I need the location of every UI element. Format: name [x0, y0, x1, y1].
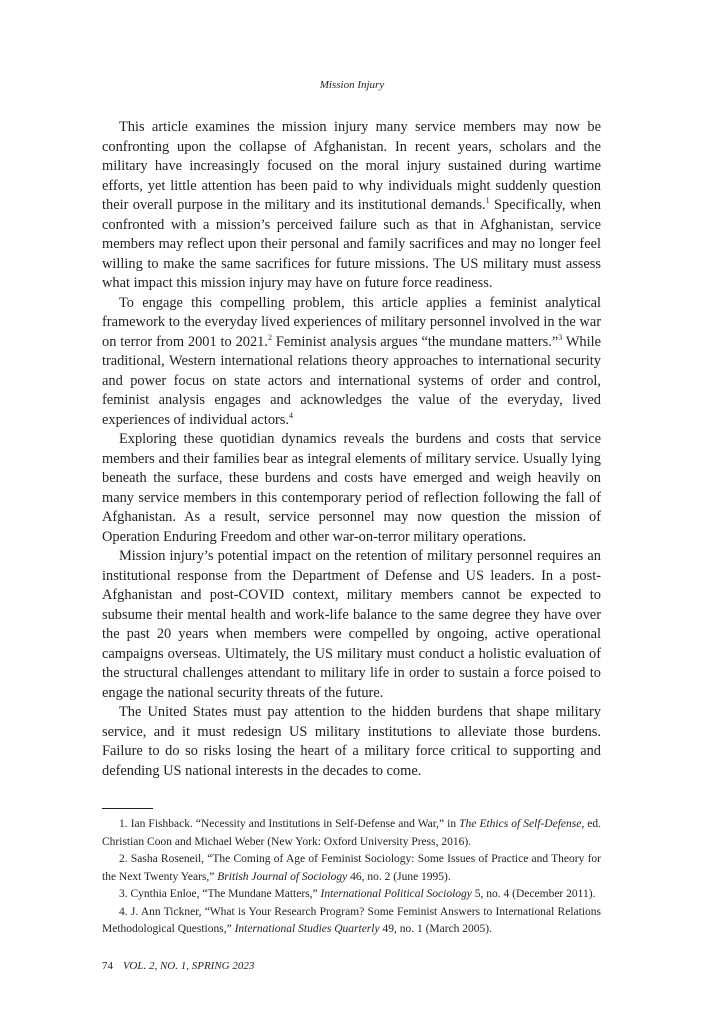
footnote-reference[interactable]: 1 — [485, 196, 490, 206]
paragraph-text: While traditional, Western international relations theory approaches to international security and power focus on state actors and international systems of order and control, feminist analysis engages and acknowledges the value of the everyday, lived experiences of individual actors. — [102, 333, 601, 428]
footnote-reference[interactable]: 3 — [558, 332, 563, 342]
footnote-text: , ed. Christian Coon and Michael Weber (New York: Oxford University Press, 2016). — [102, 818, 601, 848]
paragraph — [102, 547, 601, 703]
footnote-text: 5, no. 4 (December 2011). — [471, 888, 596, 900]
running-head: Mission Injury — [319, 79, 385, 91]
footnote-reference[interactable]: 2 — [267, 332, 272, 342]
footnote-text: J. Ann Tickner, “What is Your Research Program? Some Feminist Answers to International Relations Methodological Questions,” — [102, 905, 601, 935]
footnote-title: International Political Sociology — [320, 888, 472, 900]
paragraph-text: The United States must pay attention to the hidden burdens that shape military service, and it must redesign US military institutions to alleviate those burdens. Failure to do so risks losing the heart of a military force critical to supporting and defending US national interests in the decades to come. — [102, 704, 601, 779]
paragraph-text: This article examines the mission injury many service members may now be confronting upon the collapse of Afghanistan. In recent years, scholars and the military have increasingly focused on the moral injury sustained during wartime efforts, yet little attention has been paid to why individuals might suddenly question their overall purpose in the military and its institutional demands. — [102, 119, 601, 213]
footnote — [102, 816, 601, 851]
footnote — [102, 886, 601, 904]
page-number: 74 — [102, 960, 113, 972]
footnote-text: 46, no. 2 (June 1995). — [347, 870, 451, 883]
footnote-number: 4. — [119, 905, 128, 918]
paragraph-text: Exploring these quotidian dynamics reveals the burdens and costs that service members and their families bear as integral elements of military service. Usually lying beneath the surface, these burdens and costs have emerged and weigh heavily on many service members in this contemporary period of reflection following the fall of Afghanistan. As a result, service personnel may now question the mission of Operation Enduring Freedom and other war-on-terror military operations. — [102, 431, 601, 545]
footnotes — [102, 816, 601, 939]
paragraph — [102, 294, 601, 431]
footnote — [102, 851, 601, 886]
footnote-title: The Ethics of Self-Defense — [459, 818, 582, 830]
footnote-number: 2. — [119, 853, 128, 865]
footnote-number: 1. — [119, 818, 128, 830]
paragraph-text: Feminist analysis argues “the mundane matters.” — [271, 333, 559, 350]
footnote-title: British Journal of Sociology — [217, 870, 348, 883]
footnote-text: 49, no. 1 (March 2005). — [379, 923, 493, 935]
body-text — [102, 118, 601, 781]
paragraph — [102, 703, 601, 781]
paragraph-text: Specifically, when confronted with a mission’s perceived failure such as that in Afghanistan, service members may reflect upon their personal and family sacrifices and may no longer feel willing to make the same sacrifices for future missions. The US military must assess what impact this mission injury may have on future force readiness. — [102, 197, 602, 291]
footnote-text: Cynthia Enloe, “The Mundane Matters,” — [130, 888, 321, 900]
paragraph — [102, 118, 601, 294]
footnote-number: 3. — [119, 888, 128, 900]
footnote-divider — [102, 808, 153, 809]
paragraph — [102, 430, 601, 547]
footnote-text: Sasha Roseneil, “The Coming of Age of Feminist Sociology: Some Issues of Practice and Theory for the Next Twenty Years,” — [102, 853, 602, 883]
journal-issue: VOL. 2, NO. 1, SPRING 2023 — [123, 960, 255, 972]
footnote-text: Ian Fishback. “Necessity and Institutions in Self-Defense and War,” in — [130, 818, 460, 830]
paragraph-text: Mission injury’s potential impact on the retention of military personnel requires an institutional response from the Department of Defense and US leaders. In a post-Afghanistan and post-COVID context, military members cannot be expected to subsume their mental health and work-life balance to the same degree they have over the past 20 years when members were compelled by ongoing, active operational campaigns overseas. Ultimately, the US military must conduct a holistic evaluation of the structural challenges attendant to military life in order to sustain a force poised to engage the national security threats of the future. — [102, 548, 601, 701]
footnote — [102, 904, 601, 939]
page-footer — [102, 960, 254, 972]
footnote-reference[interactable]: 4 — [289, 410, 294, 420]
footnote-title: International Studies Quarterly — [234, 923, 380, 935]
paragraph-text: To engage this compelling problem, this article applies a feminist analytical framework to the everyday lived experiences of military personnel involved in the war on terror from 2001 to 2021. — [102, 294, 601, 350]
